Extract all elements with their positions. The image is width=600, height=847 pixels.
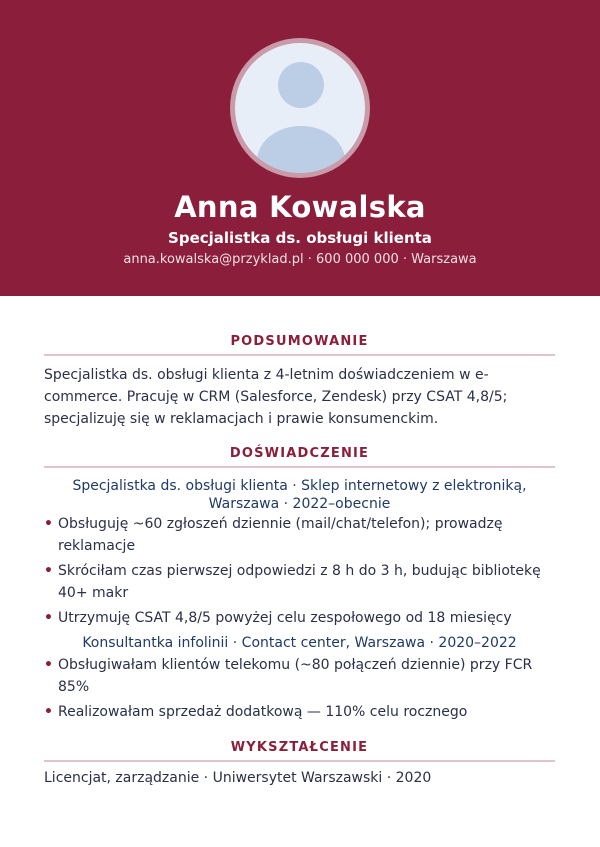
section-divider bbox=[44, 354, 555, 356]
bullet-line: Obsługiwałam klientów telekomu (~80 połączeń dziennie) przy FCR bbox=[58, 657, 533, 673]
education-entry: Licencjat, zarządzanie · Uniwersytet Warszawski · 2020 bbox=[44, 770, 432, 786]
candidate-role: Specjalistka ds. obsługi klienta bbox=[168, 229, 432, 247]
bullet-icon: • bbox=[44, 610, 53, 626]
avatar bbox=[230, 38, 370, 178]
list-item bbox=[44, 607, 544, 629]
list-item bbox=[44, 513, 544, 557]
section-title-summary: PODSUMOWANIE bbox=[230, 334, 369, 349]
summary-paragraph bbox=[44, 364, 514, 430]
job-bullets bbox=[44, 654, 544, 726]
job-title bbox=[44, 634, 555, 652]
list-item bbox=[44, 560, 544, 604]
bullet-line: Utrzymuję CSAT 4,8/5 powyżej celu zespołowego od 18 miesięcy bbox=[58, 610, 512, 626]
header-banner bbox=[0, 0, 600, 296]
job-bullets bbox=[44, 513, 544, 632]
section-title-education: WYKSZTAŁCENIE bbox=[230, 740, 369, 755]
job-title-line: Warszawa · 2022–obecnie bbox=[208, 496, 391, 512]
list-item bbox=[44, 701, 544, 723]
summary-line: specjalizuję się w reklamacjach i prawie konsumenckim. bbox=[44, 411, 439, 427]
bullet-line: Realizowałam sprzedaż dodatkową — 110% celu rocznego bbox=[58, 704, 468, 720]
contact-line: anna.kowalska@przyklad.pl · 600 000 000 · Warszawa bbox=[123, 252, 477, 267]
list-item bbox=[44, 654, 544, 698]
bullet-line: reklamacje bbox=[58, 538, 136, 554]
bullet-icon: • bbox=[44, 563, 53, 579]
summary-line: commerce. Pracuję w CRM (Salesforce, Zendesk) przy CSAT 4,8/5; bbox=[44, 389, 508, 405]
section-title-experience: DOŚWIADCZENIE bbox=[229, 446, 370, 461]
avatar-body-shape bbox=[257, 126, 345, 173]
bullet-line: Obsługuję ~60 zgłoszeń dziennie (mail/chat/telefon); prowadzę bbox=[58, 516, 503, 532]
candidate-name: Anna Kowalska bbox=[174, 190, 426, 224]
avatar-head-shape bbox=[278, 62, 324, 108]
job-title bbox=[44, 477, 555, 513]
bullet-line: 40+ makr bbox=[58, 585, 129, 601]
job-title-line: Konsultantka infolinii · Contact center, Warszawa · 2020–2022 bbox=[82, 635, 517, 651]
section-divider bbox=[44, 760, 555, 762]
bullet-line: 85% bbox=[58, 679, 90, 695]
bullet-icon: • bbox=[44, 704, 53, 720]
job-title-line: Specjalistka ds. obsługi klienta · Sklep internetowy z elektroniką, bbox=[72, 478, 527, 494]
bullet-icon: • bbox=[44, 516, 53, 532]
summary-line: Specjalistka ds. obsługi klienta z 4-letnim doświadczeniem w e- bbox=[44, 367, 489, 383]
person-placeholder-icon bbox=[235, 43, 365, 173]
bullet-icon: • bbox=[44, 657, 53, 673]
section-divider bbox=[44, 466, 555, 468]
bullet-line: Skróciłam czas pierwszej odpowiedzi z 8 h do 3 h, budując bibliotekę bbox=[58, 563, 541, 579]
